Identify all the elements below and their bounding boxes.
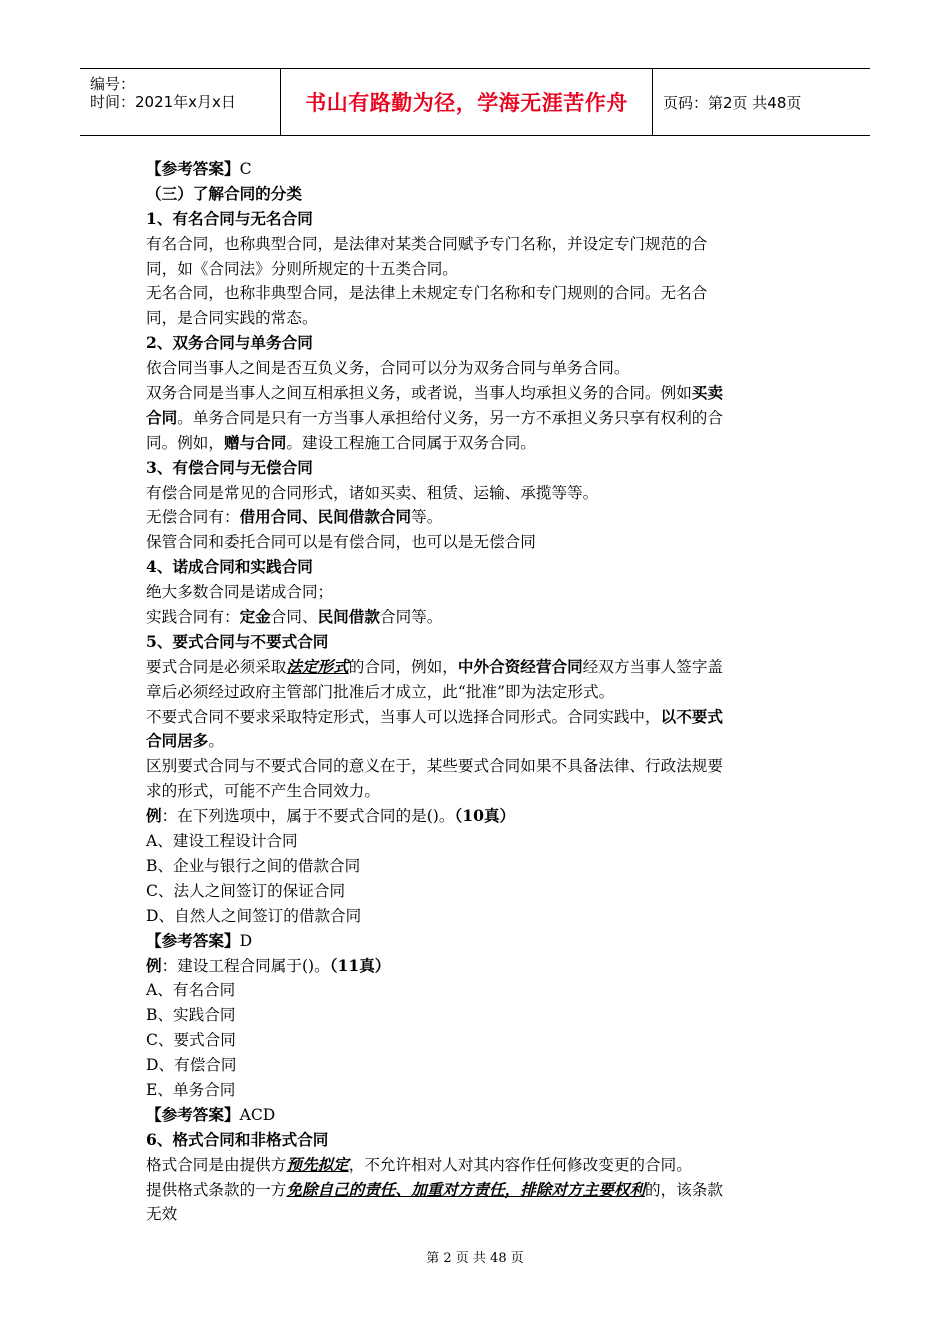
text-line <box>146 381 806 406</box>
text-line <box>146 456 806 481</box>
text-run: 区别要式合同与不要式合同的意义在于，某些要式合同如果不具备法律、行政法规要 <box>146 757 723 776</box>
text-run: 【参考答案】 <box>146 159 240 178</box>
text-run: 绝大多数合同是诺成合同； <box>146 583 334 602</box>
text-line <box>146 1003 806 1028</box>
text-run: 合同 <box>146 407 178 427</box>
text-run: 提供格式条款的一方 <box>146 1180 287 1199</box>
text-run: 的合同，例如， <box>348 657 458 676</box>
text-run: 例 <box>146 806 162 826</box>
text-run: ：在下列选项中，属于不要式合同的是()。 <box>161 807 455 826</box>
text-line <box>146 854 806 879</box>
text-line <box>146 281 806 306</box>
text-line <box>146 1053 806 1078</box>
text-run: 预先拟定 <box>286 1154 349 1174</box>
text-run: 民间借款 <box>317 607 380 627</box>
text-run: 无效 <box>146 1205 178 1224</box>
text-run: 格式合同是由提供方 <box>146 1155 287 1174</box>
header-meta-cell <box>80 69 281 135</box>
text-run: 免除自己的责任、加重对方责任，排除对方主要权利 <box>286 1179 646 1199</box>
text-run: 定金 <box>239 607 271 627</box>
text-line <box>146 356 806 381</box>
text-line <box>146 530 806 555</box>
text-run: D、自然人之间签订的借款合同 <box>146 906 362 925</box>
text-run: 无名合同，也称非典型合同，是法律上未规定专门名称和专门规则的合同。无名合 <box>146 284 708 303</box>
text-run: D <box>239 931 253 950</box>
text-run: ：建设工程合同属于()。 <box>161 956 330 975</box>
text-run: 合同等。 <box>379 608 443 627</box>
text-line <box>146 1078 806 1103</box>
page-footer: 第 2 页 共 48 页 <box>426 1251 524 1266</box>
text-run: 4、诺成合同和实践合同 <box>146 557 313 577</box>
text-run: 有偿合同是常见的合同形式，诸如买卖、租赁、运输、承揽等等。 <box>146 483 599 502</box>
text-run: 赠与合同 <box>223 432 287 452</box>
text-run: 双务合同是当事人之间互相承担义务，或者说，当事人均承担义务的合同。例如 <box>146 384 692 403</box>
document-body <box>146 157 806 1227</box>
text-run: D、有偿合同 <box>146 1056 237 1075</box>
text-run: ，不允许相对人对其内容作任何修改变更的合同。 <box>348 1155 692 1174</box>
text-run: B、企业与银行之间的借款合同 <box>146 856 361 875</box>
text-line <box>146 804 806 829</box>
text-run: 以不要式 <box>660 706 723 726</box>
text-line <box>146 829 806 854</box>
text-run: 中外合资经营合同 <box>457 656 583 676</box>
text-run: （三）了解合同的分类 <box>146 183 302 203</box>
text-line <box>146 680 806 705</box>
text-run: 。建设工程施工合同属于双务合同。 <box>286 433 536 452</box>
text-line <box>146 182 806 207</box>
text-run: 章后必须经过政府主管部门批准后才成立，此“批准”即为法定形式。 <box>146 682 615 701</box>
text-run: A、有名合同 <box>146 981 236 1000</box>
header-motto: 书山有路勤为径，学海无涯苦作舟 <box>281 69 653 135</box>
text-run: 实践合同有： <box>146 608 240 627</box>
header-page-info <box>663 69 868 135</box>
text-line <box>146 779 806 804</box>
text-line <box>146 879 806 904</box>
text-line <box>146 555 806 580</box>
text-line <box>146 904 806 929</box>
text-line <box>146 1103 806 1128</box>
page-info-label: 页码：第2页 共48页 <box>663 93 802 112</box>
text-run: 买卖 <box>691 383 723 403</box>
text-run: 6、格式合同和非格式合同 <box>146 1129 329 1149</box>
text-run: 无偿合同有： <box>146 508 240 527</box>
text-run: 要式合同是必须采取 <box>146 657 287 676</box>
text-line <box>146 1178 806 1203</box>
text-run: 【参考答案】 <box>146 930 240 950</box>
text-run: B、实践合同 <box>146 1006 236 1025</box>
text-line <box>146 207 806 232</box>
text-run: 借用合同、民间借款合同 <box>239 507 412 527</box>
text-line <box>146 1153 806 1178</box>
text-line <box>146 1202 806 1227</box>
text-run: 。单务合同是只有一方当事人承担给付义务，另一方不承担义务只享有权利的合 <box>177 408 723 427</box>
text-run: C、法人之间签订的保证合同 <box>146 881 346 900</box>
text-run: 保管合同和委托合同可以是有偿合同，也可以是无偿合同 <box>146 533 536 552</box>
text-run: 【参考答案】 <box>146 1104 240 1124</box>
text-line <box>146 630 806 655</box>
text-line <box>146 232 806 257</box>
text-line <box>146 1028 806 1053</box>
text-line <box>146 431 806 456</box>
text-run: 经双方当事人签字盖 <box>582 657 724 676</box>
text-run: A、建设工程设计合同 <box>146 832 298 851</box>
text-run: ACD <box>239 1105 276 1124</box>
text-line <box>146 406 806 431</box>
text-line <box>146 306 806 331</box>
text-run: 法定形式 <box>286 656 349 676</box>
text-run: 1、有名合同与无名合同 <box>146 208 313 228</box>
text-run: E、单务合同 <box>146 1080 236 1099</box>
text-line <box>146 580 806 605</box>
text-run: C、要式合同 <box>146 1031 236 1050</box>
text-run: 合同居多 <box>146 731 209 751</box>
text-line <box>146 929 806 954</box>
text-run: 合同、 <box>270 608 318 627</box>
text-run: 依合同当事人之间是否互负义务，合同可以分为双务合同与单务合同。 <box>146 359 630 378</box>
text-run: 例 <box>146 955 162 975</box>
text-run: C <box>239 160 252 178</box>
text-line <box>146 257 806 282</box>
text-run: 求的形式，可能不产生合同效力。 <box>146 782 380 801</box>
date-label: 时间：2021年x月x日 <box>90 93 236 111</box>
text-line <box>146 978 806 1003</box>
text-line <box>146 705 806 730</box>
text-run: 同。例如， <box>146 433 224 452</box>
text-line <box>146 954 806 979</box>
text-run: （11真） <box>329 955 391 975</box>
text-line <box>146 157 806 182</box>
text-run: 的，该条款 <box>645 1180 723 1199</box>
text-run: 2、双务合同与单务合同 <box>146 333 313 353</box>
text-run: 同，是合同实践的常态。 <box>146 309 318 328</box>
text-run: 不要式合同不要求采取特定形式，当事人可以选择合同形式。合同实践中， <box>146 707 661 726</box>
text-line <box>146 331 806 356</box>
text-run: 有名合同，也称典型合同，是法律对某类合同赋予专门名称，并设定专门规范的合 <box>146 234 708 253</box>
text-line <box>146 729 806 754</box>
text-line <box>146 655 806 680</box>
text-line <box>146 505 806 530</box>
text-run: 3、有偿合同与无偿合同 <box>146 457 313 477</box>
text-line <box>146 1128 806 1153</box>
text-run: 。 <box>208 732 224 751</box>
page-header-table <box>80 68 870 136</box>
text-run: 同，如《合同法》分则所规定的十五类合同。 <box>146 259 458 278</box>
text-run: 等。 <box>411 508 443 527</box>
text-run: 5、要式合同与不要式合同 <box>146 631 329 651</box>
code-label: 编号： <box>90 75 136 93</box>
text-line <box>146 754 806 779</box>
text-line <box>146 481 806 506</box>
text-line <box>146 605 806 630</box>
text-run: （10真） <box>454 806 516 826</box>
